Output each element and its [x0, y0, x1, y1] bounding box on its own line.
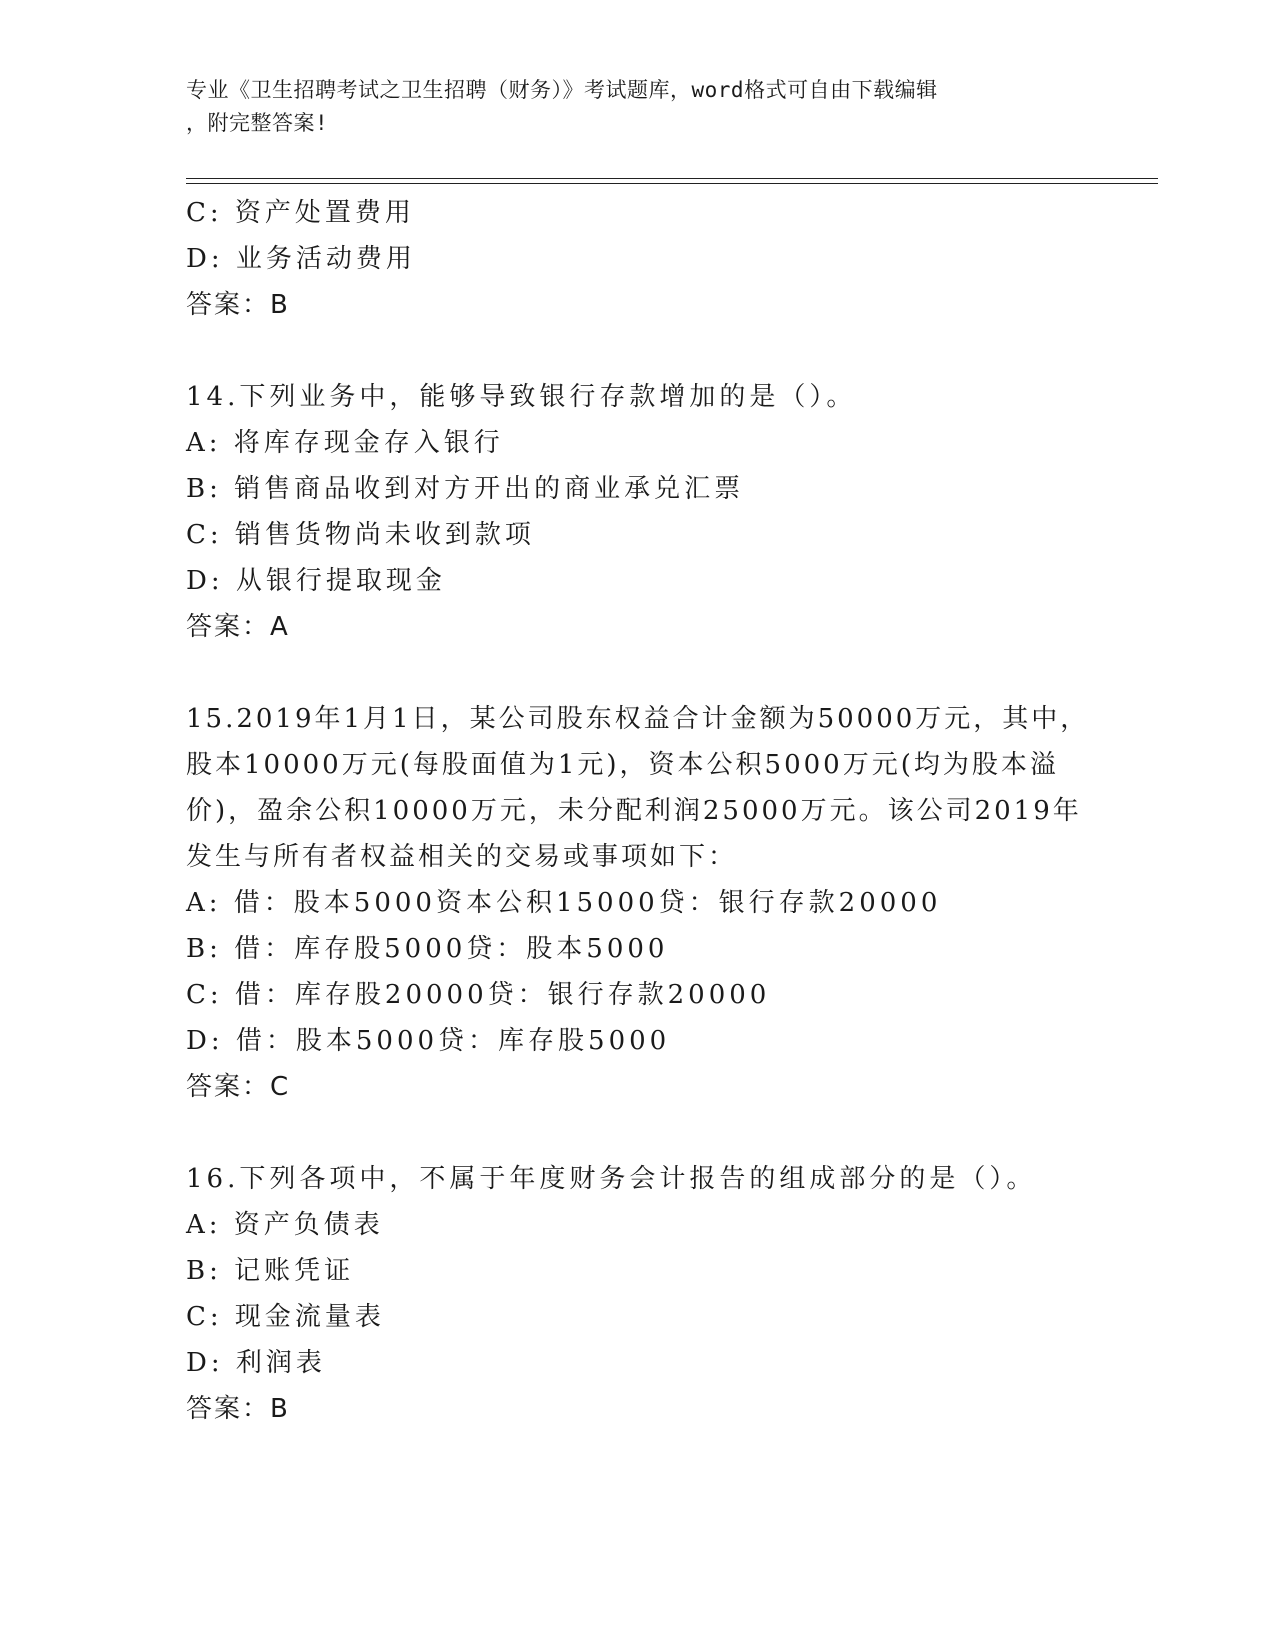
option-d: D: 借：股本5000贷：库存股5000 [186, 1026, 671, 1056]
header-rule-top [186, 178, 1158, 179]
option-d: D: 利润表 [186, 1348, 326, 1378]
option-d: D: 从银行提取现金 [186, 566, 446, 596]
header-rule-bottom [186, 183, 1158, 184]
document-body [186, 190, 1090, 1432]
option-b: B: 销售商品收到对方开出的商业承兑汇票 [186, 474, 745, 504]
question-15 [186, 696, 1090, 1110]
stem-line: 价)，盈余公积10000万元，未分配利润25000万元。该公司2019年 [186, 796, 1082, 826]
answer-line: 答案：B [186, 290, 290, 320]
option-a: A: 将库存现金存入银行 [186, 428, 504, 458]
previous-question-tail [186, 190, 1086, 328]
question-14 [186, 374, 1086, 650]
option-d: D: 业务活动费用 [186, 244, 416, 274]
option-a: A: 借：股本5000资本公积15000贷：银行存款20000 [186, 888, 942, 918]
spacer [186, 328, 1086, 374]
header-line-2: ，附完整答案! [186, 111, 329, 135]
stem-line: 15.2019年1月1日，某公司股东权益合计金额为50000万元，其中， [186, 704, 1090, 734]
option-c: C: 销售货物尚未收到款项 [186, 520, 535, 550]
option-c: C: 资产处置费用 [186, 198, 415, 228]
option-b: B: 记账凭证 [186, 1256, 355, 1286]
answer-line: 答案：B [186, 1394, 290, 1424]
header-line-1: 专业《卫生招聘考试之卫生招聘（财务）》考试题库，word格式可自由下载编辑 [186, 78, 938, 102]
stem-line: 发生与所有者权益相关的交易或事项如下： [186, 842, 738, 872]
spacer [186, 1110, 1086, 1156]
stem-line: 股本10000万元(每股面值为1元)，资本公积5000万元(均为股本溢 [186, 750, 1059, 780]
document-header [186, 74, 1066, 140]
question-stem [186, 696, 1090, 880]
answer-line: 答案：C [186, 1072, 291, 1102]
option-c: C: 借：库存股20000贷：银行存款20000 [186, 980, 771, 1010]
option-a: A: 资产负债表 [186, 1210, 384, 1240]
option-b: B: 借：库存股5000贷：股本5000 [186, 934, 669, 964]
question-stem: 16.下列各项中，不属于年度财务会计报告的组成部分的是（）。 [186, 1164, 1037, 1194]
spacer [186, 650, 1086, 696]
option-c: C: 现金流量表 [186, 1302, 385, 1332]
answer-line: 答案：A [186, 612, 290, 642]
question-stem: 14.下列业务中，能够导致银行存款增加的是（）。 [186, 382, 857, 412]
question-16 [186, 1156, 1086, 1432]
